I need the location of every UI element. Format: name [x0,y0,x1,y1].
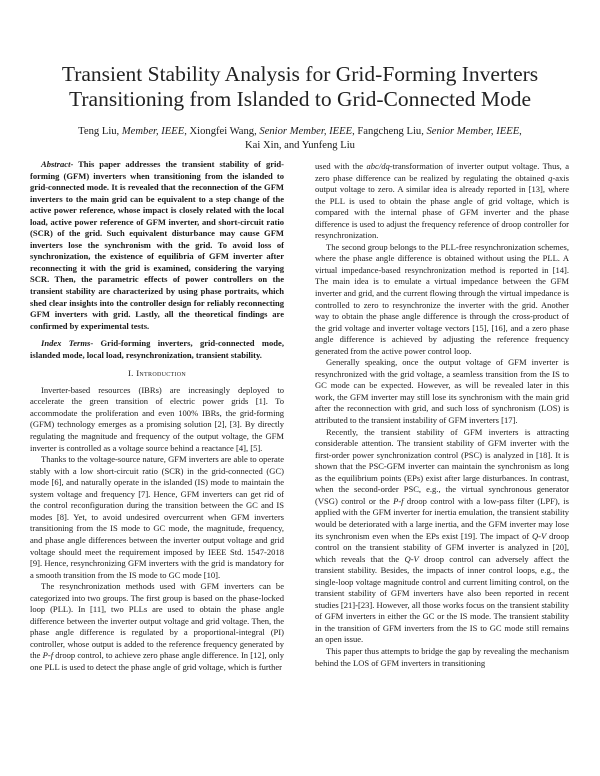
math-symbol: abc/dq [366,161,390,171]
text-run: droop control can adversely affect the transient stability. Besides, the impacts of inner control loops, e.g., the single-loop voltage magnitude control and current limiting control, on the transient stability of GFM inverters have also been reported in recent studies [21]-[23]. However, all those works focus on the transient stability of GFM inverters in either the GC or the IS mode. The transient stability in the transition of GFM inverters from the IS to GC mode still remains an open issue. [315,553,569,645]
section-title: Introduction [136,368,187,379]
text-run: used with the [315,161,367,171]
text-run: droop control with a low-pass filter (LPF), is applied with the GFM inverter for inertia emulation, the transient stability would be deteriorated with a large inertia, and the GFM inverter may lose its synchronism even when the EPs exist [19]. The impact of [315,495,569,541]
abstract [30,159,284,332]
body-paragraph [315,161,569,242]
title-line-2: Transitioning from Islanded to Grid-Connected Mode [69,87,531,111]
text-run: droop control on the transient stability of GFM inverter is analyzed in [20], which reveals that the [315,530,569,564]
author-name: , Xiongfei Wang, [184,126,260,137]
index-terms-lead: Index Terms [41,338,91,349]
body-paragraph [315,427,569,646]
body-paragraph [30,581,284,673]
author-separator: , [519,126,522,137]
authors-line-1 [40,125,560,139]
body-paragraph: Inverter-based resources (IBRs) are increasingly deployed to accelerate the green transition of electric power grids [1]. To accommodate the proliferation and even 100% IBRs, the grid-forming (GFM) technology emerges as a promising solution [2], [3]. By directly regulating the magnitude and frequency of the output voltage, the GFM inverter is controlled as a voltage source behind a reactance [4], [5]. [30,384,284,453]
math-symbol: P-f [42,650,54,661]
text-run: The resynchronization methods used with GFM inverters can be categorized into two groups. The first group is based on the phase-locked loop (PLL). In [11], two PLLs are used to obtain the phase angle difference between the inverter output voltage and grid voltage. Then, the phase angle difference is regulated by a proportional-integral (PI) controller, whose output is added to the reference frequency generated by the [30,581,284,661]
math-symbol: Q-V [532,530,547,541]
author-grade: Senior Member, IEEE [426,126,520,137]
author-name: Teng Liu, [78,126,122,137]
author-grade: Member, IEEE [121,126,185,137]
left-column [30,159,284,674]
text-run: -axis output voltage to zero. A similar idea is already reported in [13], where the PLL is used to obtain the phase angle of grid voltage, which is compared with the internal phase of GFM inverter and the phase difference is used to adjust the frequency reference of droop controller for resynchronization. [315,172,569,241]
section-heading-introduction [30,368,284,380]
authors-line-2: Kai Xin, and Yunfeng Liu [245,140,355,151]
index-terms [30,338,284,361]
index-terms-text: - Grid-forming inverters, grid-connected mode, islanded mode, local load, resynchronization, transient stability. [30,338,284,360]
author-name: , Fangcheng Liu, [352,126,427,137]
title-line-1: Transient Stability Analysis for Grid-Forming Inverters [61,62,539,86]
abstract-lead: Abstract [41,159,71,169]
math-symbol: q [548,172,553,183]
body-paragraph: Thanks to the voltage-source nature, GFM inverters are able to operate stably with a low short-circuit ratio (SCR) in the grid-connected (GC) mode [6], and naturally operate in the islanded (IS) mode to maintain the system voltage and frequency [7]. Hence, GFM inverters can get rid of the control reconfiguration during the transition between the GC and IS modes [8]. Yet, to avoid undesired overcurrent when GFM inverters transitioning from the IS mode to GC mode, the magnitude, frequency, and phase angle differences between the inverter output voltage and grid voltage should meet the requirement imposed by IEEE Std. 1547-2018 [9]. Hence, resynchronizing GFM inverters with the grid is mandatory for a smooth transition from the IS mode to GC mode [10]. [30,454,284,580]
author-grade: Senior Member, IEEE [259,126,353,137]
author-list [40,125,560,153]
math-symbol: P-f [393,495,404,506]
body-paragraph: The second group belongs to the PLL-free resynchronization schemes, where the phase angle difference is obtained without using the PLL. A virtual impedance-based resynchronization method is reported in [14]. The main idea is to emulate a virtual impedance between the GFM inverter and grid, and the current flowing through the virtual impedance is controlled to zero to resynchronize the inverter with the grid. Another way to obtain the phase angle difference is through the cross-product of the grid voltage and inverter voltage vectors [15], [16], and a zero phase angle difference is achieved by adjusting the reference frequency generated from the active power control loop. [315,241,569,356]
body-paragraph: This paper thus attempts to bridge the gap by revealing the mechanism behind the LOS of GFM inverters in transitioning [315,645,569,668]
body-paragraph: Generally speaking, once the output voltage of GFM inverter is resynchronized with the grid voltage, a seamless transition from the IS to GC mode can be expected. However, as will be revealed later in this work, the GFM inverter may still lose its synchronism with the main grid after the reconnection with grid, and such loss of synchronism (LOS) is attributed to the transient instability of GFM inverters [17]. [315,357,569,426]
text-run: -transformation of inverter output voltage. Thus, a zero phase difference can be realized by regulating the obtained [315,161,570,183]
math-symbol: Q-V [404,553,419,564]
abstract-text: - This paper addresses the transient stability of grid-forming (GFM) inverters when transitioning from the islanded to grid-connected mode. It is revealed that the reconnection of the GFM inverters to the main grid can be equivalent to a step change of the active power reference, whose impact is closely related with the local load, active power reference of GFM inverter, and short-circuit ratio (SCR) of the grid. Such equivalent disturbance may cause GFM inverters lose the synchronism with the grid. To avoid loss of synchronization, the existence of equilibria of GFM inverter after reconnecting it with the grid is examined, considering the varying SCR. Then, the parametric effects of power controllers on the transient stability are characterized by using phase portraits, which shed clear insights into the controller design for reliably reconnecting GFM inverters with grid. Lastly, all the theoretical findings are confirmed by experimental tests. [30,159,284,331]
text-run: droop control, to achieve zero phase angle difference. In [12], only one PLL is used to detect the phase angle of grid voltage, which is further [30,650,284,672]
right-column [315,161,569,669]
paper-title [30,62,570,112]
text-run: Recently, the transient stability of GFM inverters is attracting considerable attention. The transient stability of GFM inverter with the first-order power synchronization control (PSC) is analyzed in [18]. It is shown that the PSC-GFM inverter can maintain the synchronism as long as the equilibrium points (EPs) exist after large disturbances. In contrast, when the second-order PSC, e.g., the virtual synchronous generator (VSG) control or the [315,426,569,506]
section-number: I. [127,368,137,379]
